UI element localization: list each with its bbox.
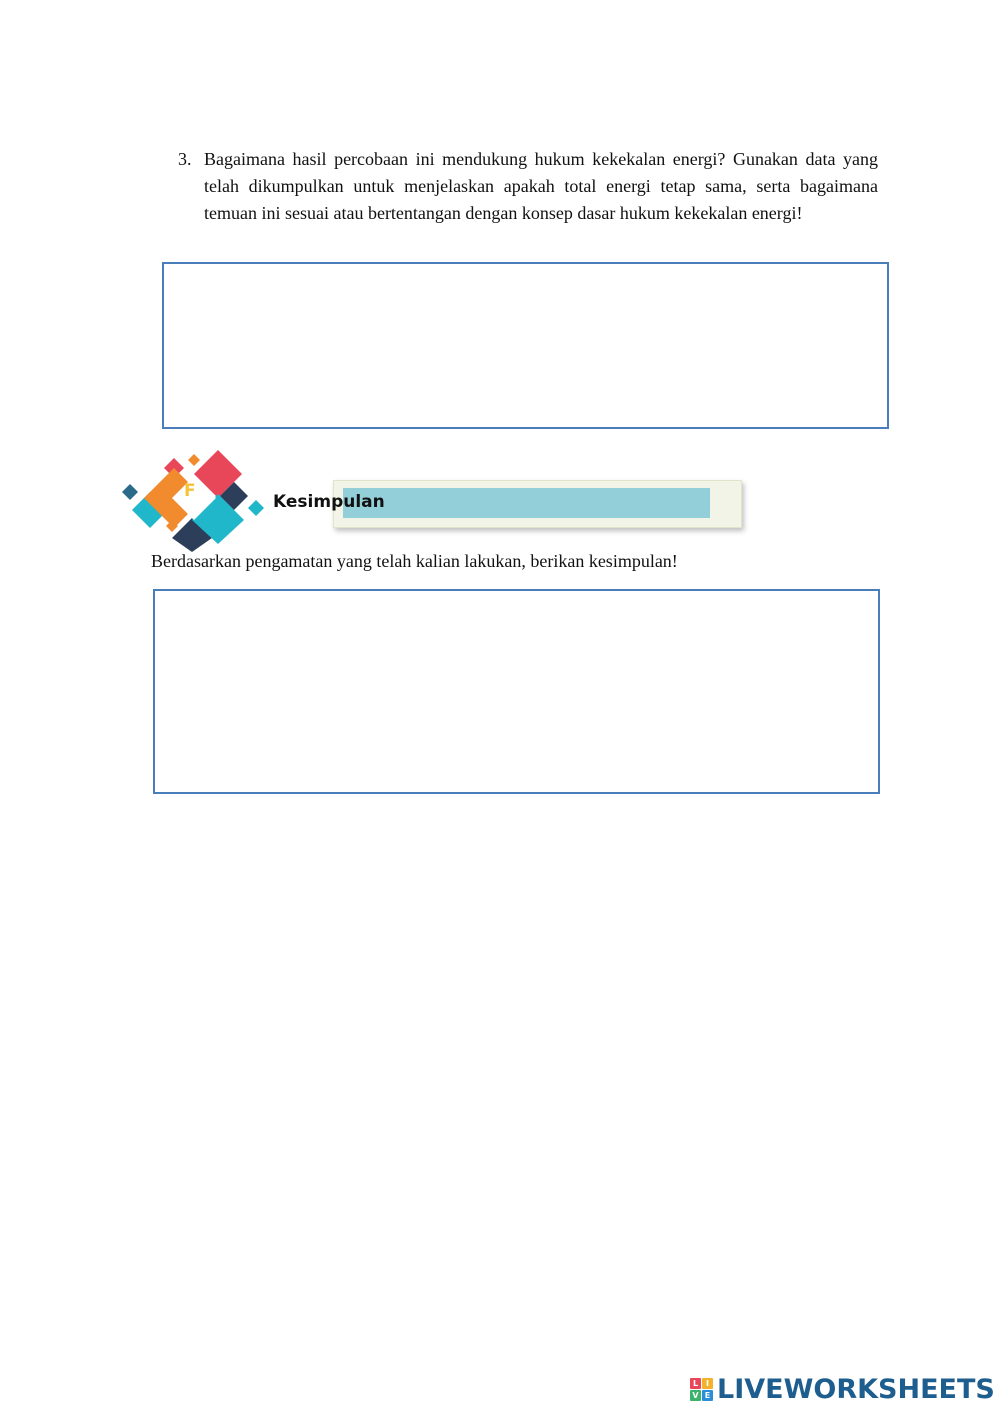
watermark-text: LIVEWORKSHEETS <box>717 1373 995 1405</box>
answer-box-question-3[interactable] <box>162 262 889 429</box>
question-text: Bagaimana hasil percobaan ini mendukung hukum kekekalan energi? Gunakan data yang telah dikumpulkan untuk menjelaskan apakah total energi tetap sama, serta bagaimana temuan ini sesuai atau bertentangan dengan konsep dasar hukum kekekalan energi! <box>204 149 878 223</box>
section-diamond-icon <box>118 448 278 553</box>
liveworksheets-logo-icon: L I V E <box>690 1378 713 1401</box>
section-header-kesimpulan <box>118 448 638 553</box>
instruction-text: Berdasarkan pengamatan yang telah kalian lakukan, berikan kesimpulan! <box>151 551 678 571</box>
question-3 <box>178 146 878 227</box>
answer-box-kesimpulan[interactable] <box>153 589 880 794</box>
section-title: Kesimpulan <box>273 492 385 512</box>
question-number: 3. <box>178 149 192 169</box>
answer-input-question-3[interactable] <box>164 264 887 427</box>
section-letter: F <box>184 481 196 501</box>
liveworksheets-watermark <box>690 1372 995 1406</box>
answer-input-kesimpulan[interactable] <box>155 591 878 792</box>
banner-bar <box>343 488 710 518</box>
